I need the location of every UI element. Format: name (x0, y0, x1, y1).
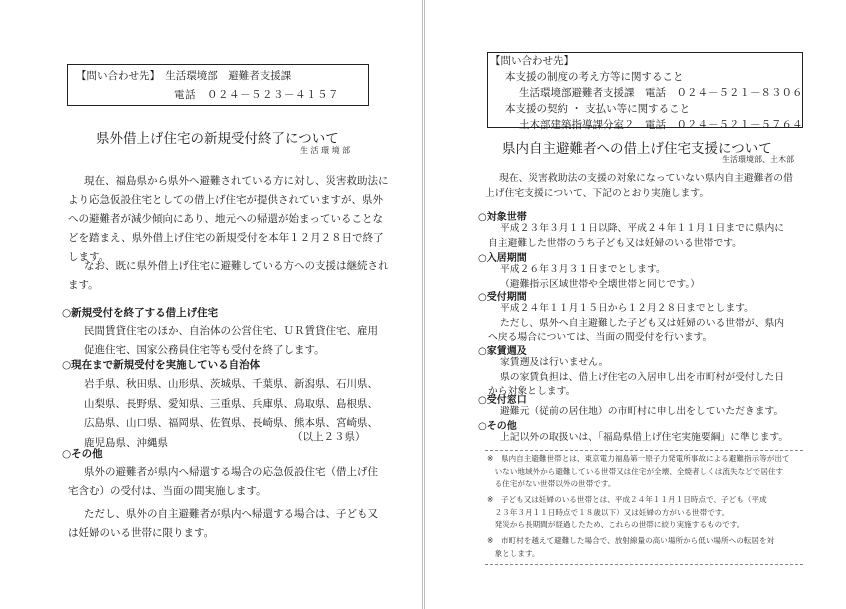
right-note-line: 発災から長期間が経過したため、これらの世帯に絞り実施するものです。 (487, 520, 745, 529)
left-pref-total: （以上２３県） (292, 431, 366, 443)
left-dept: 生 活 環 境 部 (300, 146, 351, 155)
right-contact-line: 生活環境部避難者支援課 電話 ０２４－５２１－８３０６ (519, 87, 803, 99)
right-contact-line: 本支援の制度の考え方等に関すること (505, 71, 684, 83)
right-s1-line: 平成２３年３月１１日以降、平成２４年１１月１日までに県内に (500, 223, 785, 234)
left-sec3-line: は妊婦のいる世帯に限ります。 (68, 527, 215, 539)
right-intro-line: 現在、災害救助法の支援の対象になっていない県内自主避難者の借 (499, 173, 793, 184)
right-notes-a (487, 453, 790, 491)
left-intro2-line: ます。 (68, 279, 99, 291)
left-intro2-line: なお、既に県外借上げ住宅に避難している方への支援は継続され (84, 260, 389, 272)
notes-top-divider (485, 450, 803, 451)
left-sec3-body (68, 463, 378, 501)
right-s2-line: 平成２６年３月３１日までとします。 (500, 264, 666, 275)
right-note-line: いない地域外から避難している世帯又は住宅が全壊、全焼者しくは流失などで居住す (487, 466, 784, 476)
right-s5-body (500, 405, 783, 420)
left-contact-tel: 電話 ０２４－５２３－４１５７ (174, 89, 339, 101)
left-sec1-line: 民間賃貸住宅のほか、自治体の公営住宅、ＵＲ賃貸住宅、雇用 (84, 325, 378, 337)
right-contact-label: 【問い合わせ先】 (490, 55, 574, 67)
left-intro2 (68, 257, 389, 295)
right-contact-line: 本支援の契約 ・ 支払い等に関すること (505, 103, 691, 115)
left-sec3-line: ただし、県外の自主避難者が県内へ帰還する場合は、子ども又 (84, 508, 378, 520)
right-note-line: ２３年３月１１日時点で１８歳以下）又は妊婦の方がいる世帯です。 (487, 507, 730, 517)
right-note-line: 象とします。 (487, 548, 540, 558)
left-pref-row: 広島県、山口県、福岡県、佐賀県、長崎県、熊本県、宮崎県、 (84, 417, 378, 429)
right-s3-head: ○受付期間 (478, 292, 527, 303)
right-note-line: る住宅がない世帯以外の世帯です。 (487, 479, 616, 488)
left-intro (68, 172, 389, 267)
right-s4-line: 県の家賃負担は、借上げ住宅の入居申し出を市町村が受付した日 (500, 371, 785, 383)
right-contact-line: 土木部建築指導課分室２ 電話 ０２４－５２１－５７６４ (519, 119, 803, 131)
left-title: 県外借上げ住宅の新規受付終了について (96, 131, 339, 147)
left-sec3-head: ○その他 (62, 448, 103, 460)
left-intro-line: への避難者が減少傾向にあり、地元への帰還が始まっていることな (68, 213, 383, 225)
left-pref-row: 山梨県、長野県、愛知県、三重県、兵庫県、鳥取県、島根県、 (84, 397, 378, 410)
right-intro-line: 上げ住宅支援について、下記のとおり実施します。 (485, 187, 710, 199)
left-intro-line: より応急仮設住宅としての借上げ住宅が提供されていますが、県外 (68, 194, 383, 206)
left-intro-line: 現在、福島県から県外へ避難されている方に対し、災害救助法に (84, 175, 389, 187)
right-title: 県内自主避難者への借上げ住宅支援について (502, 141, 772, 157)
right-s3-body (488, 302, 785, 346)
right-contact-lines (505, 69, 803, 133)
right-s1-line: 自主避難した世帯のうち子ども又は妊婦のいる世帯です。 (488, 237, 742, 249)
right-notes-c (487, 535, 774, 560)
left-sec2-head: ○現在まで新規受付を実施している自治体 (62, 359, 261, 371)
left-pref-row: 岩手県、秋田県、山形県、茨城県、千葉県、新潟県、石川県、 (84, 378, 378, 390)
left-pref-row: 鹿児島県、沖縄県 (84, 436, 168, 449)
right-s3-line: へ戻る場合については、当面の間受付を行います。 (488, 332, 713, 343)
notes-bottom-divider (485, 564, 803, 565)
right-s4-head: ○家賃週及 (478, 346, 527, 357)
right-s6-head: ○その他 (478, 421, 517, 432)
right-s2-line: （避難指示区域世帯や全壊世帯と同じです。） (500, 278, 701, 290)
right-intro (485, 172, 793, 201)
right-s4-body (488, 356, 785, 400)
right-s4-line: 家賃遡及は行いません。 (500, 357, 609, 368)
left-contact-label: 【問い合わせ先】 生活環境部 避難者支援課 (76, 70, 292, 82)
left-intro-line: します。 (68, 251, 110, 263)
left-sec1-line: 促進住宅、国家公務員住宅等も受付を終了します。 (84, 344, 325, 356)
right-s1-head: ○対象世帯 (478, 212, 527, 223)
right-s6-body (500, 431, 788, 446)
left-intro-line: どを踏まえ、県外借上げ住宅の新規受付を本年１２月２８日で終了 (68, 232, 384, 244)
right-s2-body (500, 263, 700, 292)
right-notes-b (487, 494, 767, 532)
left-sec3-body2 (68, 505, 378, 543)
right-note-line: ※ 県内自主避難世帯とは、東京電力福島第一原子力発電所事故による避難指示等が出て (487, 454, 790, 463)
right-s3-line: 平成２４年１１月１５日から１２月２８日までとします。 (500, 303, 754, 314)
right-dept: 生活環境部、土木部 (722, 155, 794, 164)
left-sec1-head: ○新規受付を終了する借上げ住宅 (62, 307, 219, 319)
right-s5-line: 避難元（従前の居住地）の市町村に申し出をしていただきます。 (500, 406, 784, 417)
right-note-line: ※ 子ども又は妊婦のいる世帯とは、平成２４年１１月１日時点で、子ども（平成 (487, 495, 767, 504)
left-sec3-line: 宅含む）の受付は、当面の間実施します。 (68, 485, 267, 497)
right-s1-body (488, 222, 785, 251)
left-sec1-body (84, 322, 378, 360)
right-s4-line: から対象とします。 (488, 386, 576, 397)
right-s5-head: ○受付窓口 (478, 395, 527, 406)
right-s6-line: 上記以外の取扱いは、「福島県借上げ住宅実施要綱」に準じます。 (500, 432, 789, 443)
right-note-line: ※ 市町村を越えて避難した場合で、放射線量の高い場所から低い場所への転居を対 (487, 536, 775, 545)
right-s3-line: ただし、県外へ自主避難した子ども又は妊婦のいる世帯が、県内 (500, 317, 785, 329)
left-sec3-line: 県外の避難者が県内へ帰還する場合の応急仮設住宅（借上げ住 (84, 466, 378, 478)
right-s2-head: ○入居期間 (478, 253, 527, 264)
